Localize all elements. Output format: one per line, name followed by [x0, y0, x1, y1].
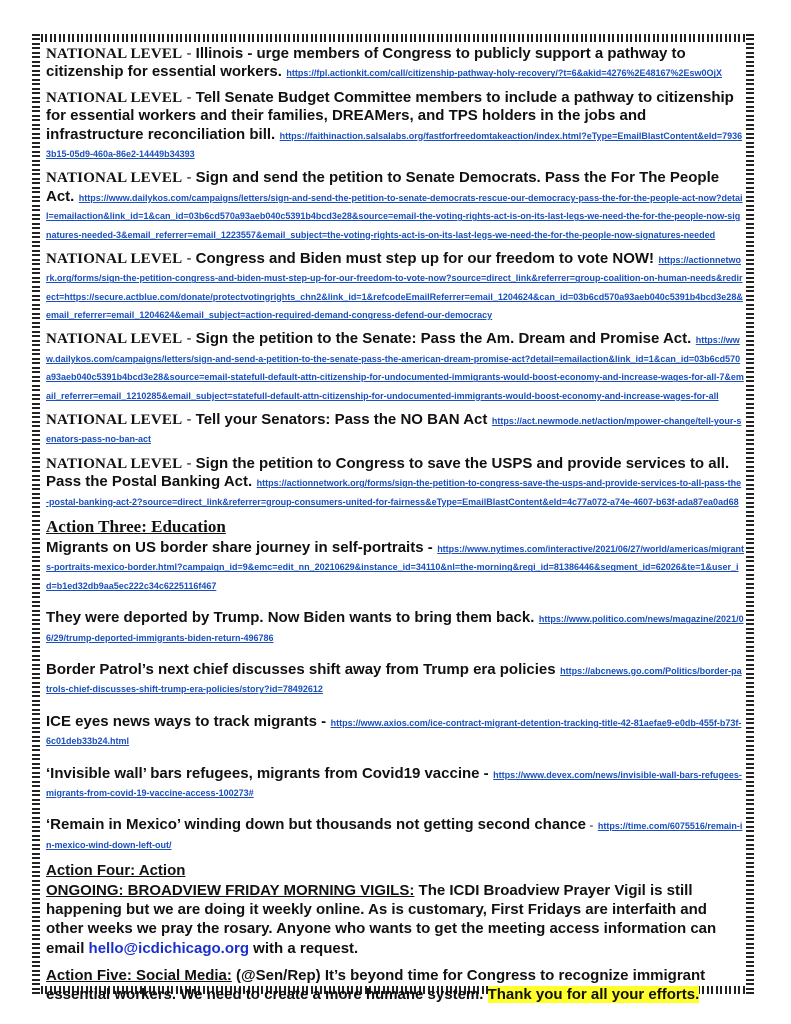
action-item [46, 169, 744, 243]
level-label: NATIONAL LEVEL [46, 170, 183, 187]
level-label: NATIONAL LEVEL [46, 250, 183, 267]
action-link[interactable]: https://www.dailykos.com/campaigns/letters/sign-and-send-a-petition-to-the-senate-pass-the-american-dream-promise-act?detail=emailaction&link_id=1&can_id=03b6cd570a93aeb040c5391b4bcd3e28&source=email-statefull-default-attn-citizenship-for-undocumented-immigrants-would-boost-economy-and-increase-wages-for-all-7&email_referrer=email_1210285&email_subject=statefull-default-attn-citizenship-for-undocumented-immigrants-would-boost-economy-and-increase-wages-for-all [46, 335, 744, 401]
action-text: Congress and Biden must step up for our freedom to vote NOW! [195, 249, 655, 267]
level-label: NATIONAL LEVEL [46, 455, 183, 472]
education-news-list [46, 539, 744, 853]
news-link[interactable]: https://time.com/6075516/remain-in-mexico-wind-down-left-out/ [46, 821, 743, 850]
action-link[interactable]: https://www.dailykos.com/campaigns/letters/sign-and-send-the-petition-to-senate-democrats-rescue-our-democracy-pass-the-for-the-people-act-now?detail=emailaction&link_id=1&can_id=03b6cd570a93aeb040c5391b4bcd3e28&source=email-the-voting-rights-act-is-on-its-last-legs-we-need-the-for-the-people-now-signatures-needed-3&email_referrer=email_1223557&email_subject=the-voting-rights-act-is-on-its-last-legs-we-need-the-for-the-people-now-signatures-needed [46, 192, 743, 240]
action-item [46, 89, 744, 163]
action-item [46, 250, 744, 324]
social-media-heading: Action Five: Social Media: [46, 966, 232, 984]
news-item [46, 713, 744, 750]
social-media-paragraph [46, 966, 744, 1004]
action-item [46, 45, 744, 82]
level-label: NATIONAL LEVEL [46, 412, 183, 429]
news-headline: They were deported by Trump. Now Biden wants to bring them back. [46, 609, 535, 627]
news-link[interactable]: https://www.nytimes.com/interactive/2021/06/27/world/americas/migrants-portraits-mexico-border.html?campaign_id=9&emc=edit_nn_20210629&instance_id=34110&nl=the-morning&regi_id=81386446&segment_id=62026&te=1&user_id=b1ed32db9aa5ec222c34c6225116f467 [46, 543, 744, 591]
vigil-text: The ICDI Broadview Prayer Vigil is still happening but we are doing it weekly online. As is customary, First Fridays are interfaith and other weeks we pray the rosary. Anyone who wants to get the meeting access information can email [46, 882, 717, 957]
action-link[interactable]: https://actionnetwork.org/forms/sign-the-petition-congress-and-biden-must-step-up-for-our-freedom-to-vote-now?source=direct_link&referrer=group-coalition-on-human-needs&redirect=https://secure.actblue.com/donate/protectvotingrights_chn2&link_id=1&refcodeEmailReferrer=email_1204624&can_id=03b6cd570a93aeb040c5391b4bcd3e28&email_referrer=email_1204624&email_subject=action-required-demand-congress-defend-our-democracy [46, 254, 743, 321]
news-headline: Migrants on US border share journey in self-portraits - [46, 538, 433, 556]
thank-you-highlight: Thank you for all your efforts. [487, 986, 700, 1003]
action-text: Tell Senate Budget Committee members to include a pathway to citizenship for essential workers and their families, DREAMers, and TPS holders in the jobs and infrastructure reconciliation bill. [46, 88, 734, 143]
news-item [46, 539, 744, 594]
email-link[interactable]: hello@icdichicago.org [88, 939, 250, 957]
dash: - [182, 411, 196, 429]
news-link[interactable]: https://www.politico.com/news/magazine/2021/06/29/trump-deported-immigrants-biden-return-496786 [46, 614, 744, 643]
border-right [746, 34, 754, 994]
action-link[interactable]: https://faithinaction.salsalabs.org/fastforfreedomtakeaction/index.html?eType=EmailBlastContent&eId=79363b15-05d9-460a-86e2-14449b34393 [46, 130, 743, 159]
level-label: NATIONAL LEVEL [46, 331, 183, 348]
vigil-paragraph [46, 881, 744, 958]
news-item [46, 816, 744, 853]
dash: - [182, 454, 196, 472]
news-item [46, 609, 744, 646]
border-top [32, 34, 754, 42]
news-headline: ‘Remain in Mexico’ winding down but thousands not getting second chance [46, 816, 587, 834]
news-item [46, 765, 744, 802]
section-heading-action: Action Four: Action [46, 862, 186, 880]
news-suffix: - [586, 818, 594, 833]
dash: - [182, 249, 196, 267]
action-text: Illinois - urge members of Congress to publicly support a pathway to citizenship for essential workers. [46, 45, 686, 81]
vigil-heading: ONGOING: BROADVIEW FRIDAY MORNING VIGILS: [46, 882, 415, 900]
social-media-text: (@Sen/Rep) It’s beyond time for Congress to recognize immigrant essential workers. We need to create a more humane system. [46, 966, 706, 1003]
national-actions [46, 45, 744, 510]
page-content [46, 45, 744, 1004]
action-text: Sign the petition to the Senate: Pass the Am. Dream and Promise Act. [195, 330, 692, 348]
action-item [46, 330, 744, 404]
news-item [46, 661, 744, 698]
action-item [46, 455, 744, 510]
dash: - [182, 330, 196, 348]
news-link[interactable]: https://www.axios.com/ice-contract-migrant-detention-tracking-title-42-81aefae9-e0db-455f-b73f-6c01deb33b24.html [46, 717, 742, 747]
news-link[interactable]: https://abcnews.go.com/Politics/border-patrols-chief-discusses-shift-trump-era-policies/story?id=78492612 [46, 665, 742, 695]
action-text: Tell your Senators: Pass the NO BAN Act [195, 411, 488, 429]
action-text: Sign and send the petition to Senate Democrats. Pass the For The People Act. [46, 169, 720, 205]
news-link[interactable]: https://www.devex.com/news/invisible-wall-bars-refugees-migrants-from-covid-19-vaccine-access-100273# [46, 769, 742, 798]
action-link[interactable]: https://fpl.actionkit.com/call/citizenship-pathway-holy-recovery/?t=6&akid=4276%2E48167%2Esw0OjX [286, 68, 723, 79]
vigil-tail: with a request. [249, 939, 359, 957]
dash: - [182, 169, 196, 187]
action-link[interactable]: https://act.newmode.net/action/mpower-change/tell-your-senators-pass-no-ban-act [46, 416, 742, 445]
dash: - [182, 88, 196, 106]
action-text: Sign the petition to Congress to save the USPS and provide services to all. Pass the Postal Banking Act. [46, 454, 730, 491]
level-label: NATIONAL LEVEL [46, 89, 183, 106]
action-link[interactable]: https://actionnetwork.org/forms/sign-the-petition-to-congress-save-the-usps-and-provide-services-to-all-pass-the-postal-banking-act-2?source=direct_link&referrer=group-consumers-united-for-fairness&eType=EmailBlastContent&eId=4c77a072-a74e-4607-b63f-ada87ea0ad68 [46, 478, 742, 507]
news-headline: Border Patrol’s next chief discusses shift away from Trump era policies [46, 660, 556, 678]
news-headline: ‘Invisible wall’ bars refugees, migrants from Covid19 vaccine - [46, 764, 489, 782]
border-left [32, 34, 40, 994]
level-label: NATIONAL LEVEL [46, 46, 183, 62]
news-headline: ICE eyes news ways to track migrants - [46, 712, 327, 730]
dash: - [182, 45, 196, 62]
section-heading-education: Action Three: Education [46, 516, 226, 536]
action-item [46, 411, 744, 448]
